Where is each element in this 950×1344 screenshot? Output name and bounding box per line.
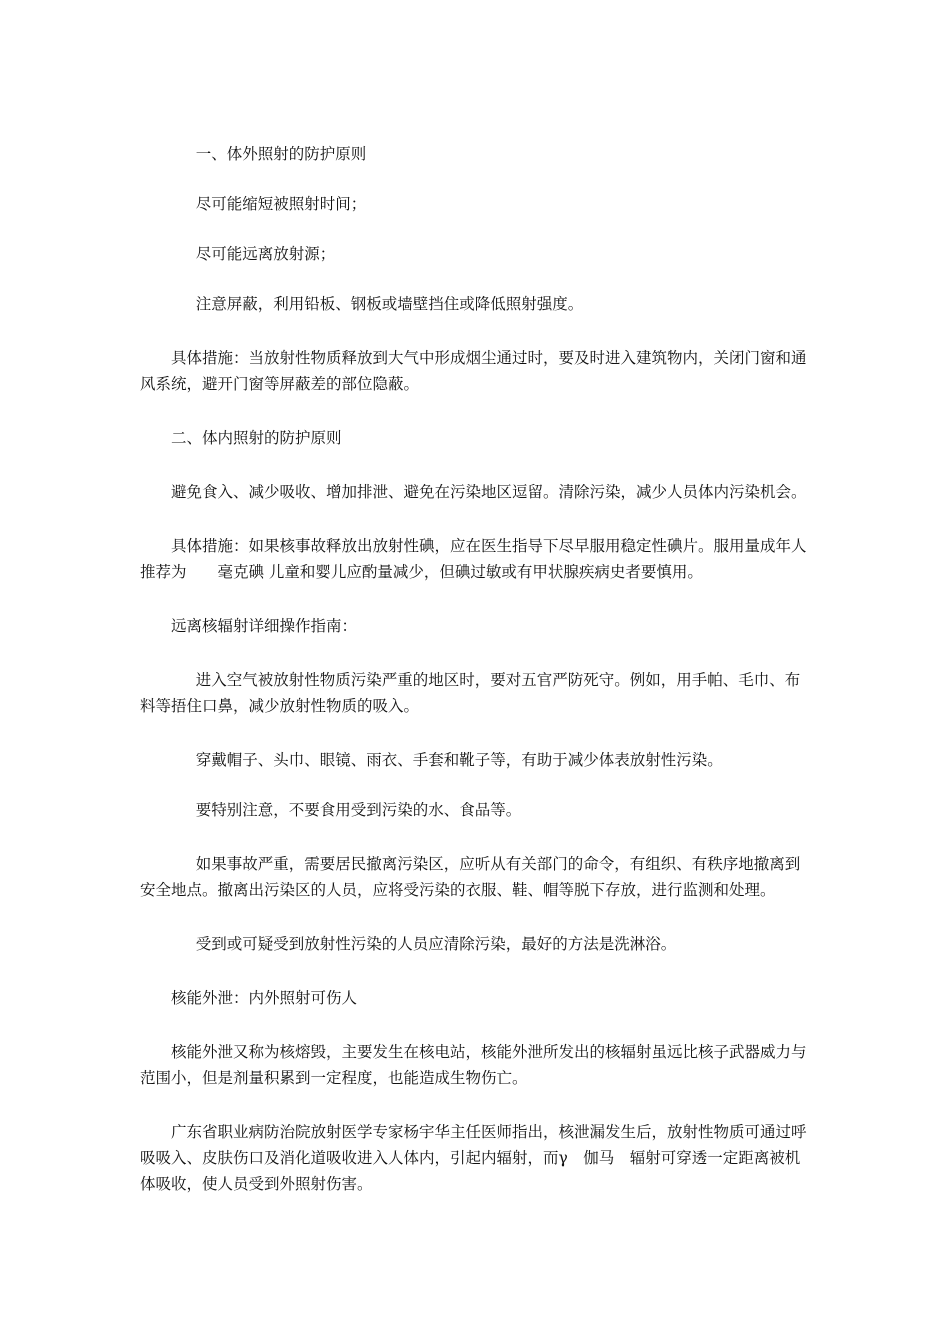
paragraph: 核能外泄又称为核熔毁，主要发生在核电站，核能外泄所发出的核辐射虽远比核子武器威力与范围小，但是剂量积累到一定程度，也能造成生物伤亡。	[140, 1043, 807, 1087]
paragraph: 尽可能缩短被照射时间；	[195, 195, 367, 213]
section-heading-guide: 远离核辐射详细操作指南：	[171, 617, 358, 635]
paragraph: 穿戴帽子、头巾、眼镜、雨衣、手套和靴子等，有助于减少体表放射性污染。	[195, 751, 723, 769]
paragraph: 尽可能远离放射源；	[195, 245, 336, 263]
paragraph: 具体措施：如果核事故释放出放射性碘，应在医生指导下尽早服用稳定性碘片。服用量成年人推荐为 毫克碘 儿童和婴儿应酌量减少，但碘过敏或有甲状腺疾病史者要慎用。	[140, 537, 807, 581]
document-body	[140, 141, 815, 1197]
section-heading-external-exposure: 一、体外照射的防护原则	[195, 145, 367, 163]
section-heading-nuclear-leak: 核能外泄：内外照射可伤人	[171, 989, 358, 1007]
paragraph: 受到或可疑受到放射性污染的人员应清除污染，最好的方法是洗淋浴。	[195, 935, 677, 953]
paragraph: 具体措施：当放射性物质释放到大气中形成烟尘通过时，要及时进入建筑物内，关闭门窗和通风系统，避开门窗等屏蔽差的部位隐蔽。	[140, 349, 807, 393]
paragraph: 避免食入、减少吸收、增加排泄、避免在污染地区逗留。清除污染，减少人员体内污染机会。	[171, 483, 807, 501]
paragraph: 注意屏蔽，利用铅板、钢板或墙壁挡住或降低照射强度。	[195, 295, 584, 313]
section-heading-internal-exposure: 二、体内照射的防护原则	[171, 429, 342, 447]
paragraph: 如果事故严重，需要居民撤离污染区，应听从有关部门的命令，有组织、有秩序地撤离到安全地点。撤离出污染区的人员，应将受污染的衣服、鞋、帽等脱下存放，进行监测和处理。	[140, 855, 801, 899]
paragraph: 进入空气被放射性物质污染严重的地区时，要对五官严防死守。例如，用手帕、毛巾、布料等捂住口鼻，减少放射性物质的吸入。	[140, 671, 801, 715]
paragraph: 广东省职业病防治院放射医学专家杨宇华主任医师指出，核泄漏发生后，放射性物质可通过呼吸吸入、皮肤伤口及消化道吸收进入人体内，引起内辐射，而γ 伽马 辐射可穿透一定距离被机体吸收，使人员受到外照射伤害。	[140, 1123, 807, 1193]
paragraph: 要特别注意，不要食用受到污染的水、食品等。	[195, 801, 522, 819]
